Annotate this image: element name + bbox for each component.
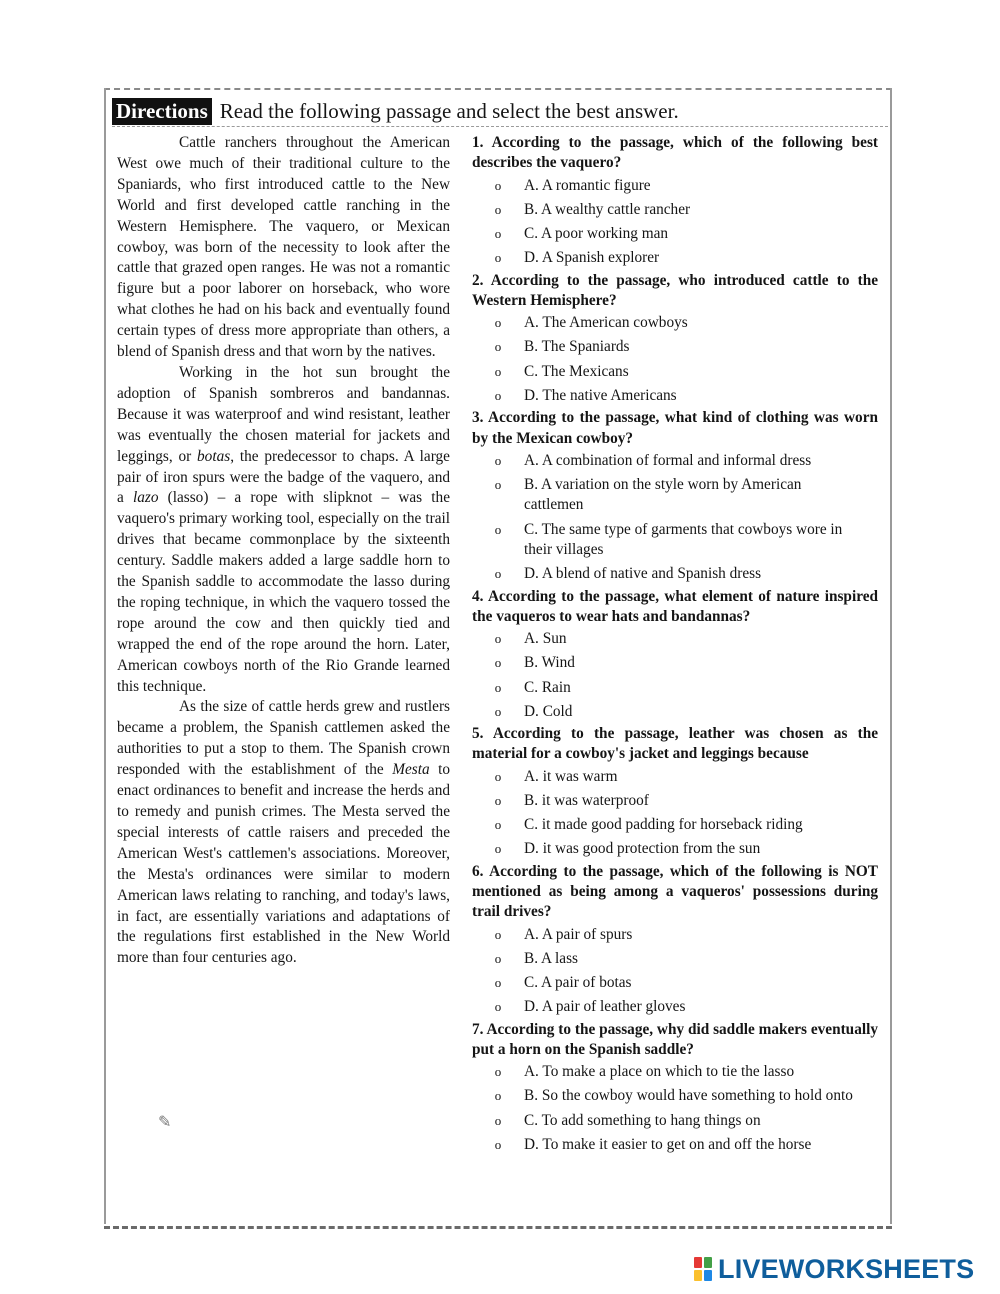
question-text: 1. According to the passage, which of the following best describes the vaquero?	[472, 134, 878, 172]
term-lazo: lazo	[132, 489, 159, 507]
answer-options	[472, 627, 878, 724]
right-border	[890, 88, 892, 1224]
answer-option[interactable]	[472, 311, 878, 335]
pen-mark-icon: ✎	[158, 1114, 172, 1131]
question-4	[472, 587, 878, 725]
passage-paragraph-2	[117, 363, 450, 698]
answer-option-label: A. A romantic figure	[524, 176, 651, 194]
answer-option-label: D. A pair of leather gloves	[524, 998, 686, 1016]
answer-option[interactable]	[472, 947, 878, 971]
question-6	[472, 862, 878, 1020]
directions-text: Read the following passage and select the best answer.	[219, 99, 679, 123]
radio-circle-icon[interactable]: o	[494, 452, 502, 468]
logo-square	[694, 1270, 702, 1281]
radio-circle-icon[interactable]: o	[494, 1136, 502, 1152]
answer-option-label: C. The same type of garments that cowboys wore in their villages	[524, 520, 843, 559]
radio-circle-icon[interactable]: o	[494, 1112, 502, 1128]
question-5	[472, 724, 878, 862]
radio-circle-icon[interactable]: o	[494, 999, 502, 1015]
answer-option[interactable]	[472, 765, 878, 789]
question-text: 5. According to the passage, leather was chosen as the material for a cowboy's jacket and leggings because	[472, 725, 878, 763]
answer-option[interactable]	[472, 995, 878, 1019]
radio-circle-icon[interactable]: o	[494, 1088, 502, 1104]
answer-option-label: A. A pair of spurs	[524, 925, 633, 943]
answer-option-label: B. A variation on the style worn by American cattlemen	[524, 476, 802, 514]
radio-circle-icon[interactable]: o	[494, 477, 502, 493]
answer-option-label: D. To make it easier to get on and off the horse	[524, 1135, 812, 1153]
logo-square	[704, 1257, 712, 1268]
radio-circle-icon[interactable]: o	[494, 226, 502, 242]
answer-option-label: A. it was warm	[524, 767, 618, 785]
answer-option-label: B. A wealthy cattle rancher	[524, 200, 691, 218]
passage-paragraph-3	[117, 697, 450, 969]
radio-circle-icon[interactable]: o	[494, 177, 502, 193]
answer-options	[472, 311, 878, 408]
p2-part-a: Working in the hot sun brought the adoption of Spanish sombreros and bandannas. Because it was waterproof and wind resistant, leather was eventually the chosen material for jackets and leggings, or	[117, 363, 450, 465]
question-text: 6. According to the passage, which of the following is NOT mentioned as being among a vaqueros' possessions during trail drives?	[472, 862, 878, 921]
question-text: 2. According to the passage, who introduced cattle to the Western Hemisphere?	[472, 271, 878, 309]
question-1	[472, 133, 878, 271]
answer-option-label: C. The Mexicans	[524, 362, 629, 380]
p2-part-c: (lasso) – a rope with slipknot – was the vaquero's primary working tool, especially on the trail drives that became commonplace by the sixteenth century. Saddle makers added a large saddle horn to the Spanish saddle to accommodate the lasso during the roping technique, in which the vaquero tossed the rope around the cow and then quickly tied and wrapped the end of the rope around the horn. Later, American cowboys north of the Rio Grande learned this technique.	[117, 489, 450, 695]
answer-options	[472, 449, 878, 587]
radio-circle-icon[interactable]: o	[494, 363, 502, 379]
answer-options	[472, 923, 878, 1020]
radio-circle-icon[interactable]: o	[494, 1064, 502, 1080]
answer-option[interactable]	[472, 700, 878, 724]
answer-option[interactable]	[472, 562, 878, 586]
liveworksheets-brand	[694, 1254, 974, 1284]
radio-circle-icon[interactable]: o	[494, 679, 502, 695]
answer-option[interactable]	[472, 518, 878, 563]
answer-option-label: C. Rain	[524, 678, 571, 696]
radio-circle-icon[interactable]: o	[494, 655, 502, 671]
radio-circle-icon[interactable]: o	[494, 250, 502, 266]
passage-paragraph-1: Cattle ranchers throughout the American West owe much of their traditional culture to the Spaniards, who first introduced cattle to the New World and first developed cattle ranching in the Western Hemisphere. The vaquero, or Mexican cowboy, was born of the necessity to look after the cattle that grazed open ranges. He was not a romantic figure but a poor laborer on horseback, who wore what clothes he had on his back and eventually found certain types of dress more appropriate than others, a blend of Spanish dress and that worn by the natives.	[117, 134, 450, 361]
answer-option[interactable]	[472, 1133, 878, 1157]
directions-header	[112, 96, 888, 127]
answer-option[interactable]	[472, 336, 878, 360]
term-botas: botas	[197, 447, 231, 465]
radio-circle-icon[interactable]: o	[494, 950, 502, 966]
radio-circle-icon[interactable]: o	[494, 521, 502, 537]
answer-options	[472, 174, 878, 271]
answer-option[interactable]	[472, 652, 878, 676]
answer-option-label: D. A Spanish explorer	[524, 249, 660, 267]
logo-square	[694, 1257, 702, 1268]
answer-option-label: B. it was waterproof	[524, 791, 649, 809]
radio-circle-icon[interactable]: o	[494, 768, 502, 784]
directions-label: Directions	[112, 98, 212, 125]
radio-circle-icon[interactable]: o	[494, 201, 502, 217]
radio-circle-icon[interactable]: o	[494, 926, 502, 942]
answer-option-label: B. The Spaniards	[524, 338, 630, 356]
answer-option-label: C. To add something to hang things on	[524, 1111, 761, 1129]
answer-option-label: C. A pair of botas	[524, 974, 632, 992]
answer-option[interactable]	[472, 246, 878, 270]
answer-option[interactable]	[472, 1060, 878, 1084]
answer-option-label: A. The American cowboys	[524, 314, 688, 332]
answer-option[interactable]	[472, 837, 878, 861]
answer-options	[472, 1060, 878, 1157]
answer-option[interactable]	[472, 676, 878, 700]
answer-option-label: B. A lass	[524, 949, 578, 967]
answer-option[interactable]	[472, 789, 878, 813]
radio-circle-icon[interactable]: o	[494, 566, 502, 582]
question-7	[472, 1020, 878, 1158]
radio-circle-icon[interactable]: o	[494, 975, 502, 991]
answer-option[interactable]	[472, 1109, 878, 1133]
radio-circle-icon[interactable]: o	[494, 339, 502, 355]
answer-option-label: A. To make a place on which to tie the lasso	[524, 1063, 795, 1081]
radio-circle-icon[interactable]: o	[494, 817, 502, 833]
answer-option-label: D. it was good protection from the sun	[524, 840, 761, 858]
answer-option-label: B. Wind	[524, 654, 575, 672]
liveworksheets-logo-icon	[694, 1257, 712, 1281]
answer-option[interactable]	[472, 923, 878, 947]
radio-circle-icon[interactable]: o	[494, 631, 502, 647]
answer-option[interactable]	[472, 198, 878, 222]
reading-passage	[117, 133, 450, 969]
term-mesta: Mesta	[392, 761, 430, 779]
answer-option-label: D. Cold	[524, 702, 573, 720]
answer-option-label: A. Sun	[524, 630, 567, 648]
p3-part-a: As the size of cattle herds grew and rustlers became a problem, the Spanish cattlemen asked the authorities to put a stop to them. The Spanish crown responded with the establishment of the	[117, 698, 450, 779]
question-text: 7. According to the passage, why did saddle makers eventually put a horn on the Spanish saddle?	[472, 1020, 878, 1058]
question-text: 3. According to the passage, what kind of clothing was worn by the Mexican cowboy?	[472, 409, 878, 447]
answer-option-label: C. A poor working man	[524, 225, 669, 243]
p3-part-b: to enact ordinances to benefit and increase the herds and to remedy and punish crimes. The Mesta served the special interests of cattle raisers and preceded the American West's cattlemen's associations. Moreover, the Mesta's ordinances were similar to modern American laws relating to ranching, and today's laws, in fact, are essentially variations and adaptations of the regulations first established in the New World more than four centuries ago.	[117, 761, 451, 967]
answer-option[interactable]	[472, 384, 878, 408]
answer-option[interactable]	[472, 1085, 878, 1109]
answer-option-label: D. A blend of native and Spanish dress	[524, 565, 762, 583]
p2-part-b: , the predecessor to chaps. A large pair of iron spurs were the badge of the vaquero, and a	[117, 447, 450, 507]
radio-circle-icon[interactable]: o	[494, 387, 502, 403]
answer-option[interactable]	[472, 222, 878, 246]
answer-option-label: D. The native Americans	[524, 386, 677, 404]
brand-name: LIVEWORKSHEETS	[718, 1253, 975, 1284]
answer-option[interactable]	[472, 627, 878, 651]
question-list	[472, 133, 878, 1157]
question-text: 4. According to the passage, what element of nature inspired the vaqueros to wear hats and bandannas?	[472, 587, 878, 625]
answer-options	[472, 765, 878, 862]
question-2	[472, 271, 878, 409]
answer-option[interactable]	[472, 360, 878, 384]
logo-square	[704, 1270, 712, 1281]
answer-option[interactable]	[472, 449, 878, 473]
question-3	[472, 408, 878, 586]
radio-circle-icon[interactable]: o	[494, 841, 502, 857]
left-border	[104, 88, 106, 1224]
answer-option-label: A. A combination of formal and informal dress	[524, 451, 812, 469]
answer-option-label: C. it made good padding for horseback riding	[524, 816, 803, 834]
answer-option-label: B. So the cowboy would have something to hold onto	[524, 1087, 853, 1105]
answer-option[interactable]	[472, 813, 878, 837]
radio-circle-icon[interactable]: o	[494, 792, 502, 808]
radio-circle-icon[interactable]: o	[494, 703, 502, 719]
radio-circle-icon[interactable]: o	[494, 315, 502, 331]
answer-option[interactable]	[472, 174, 878, 198]
answer-option[interactable]	[472, 971, 878, 995]
answer-option[interactable]	[472, 473, 878, 518]
